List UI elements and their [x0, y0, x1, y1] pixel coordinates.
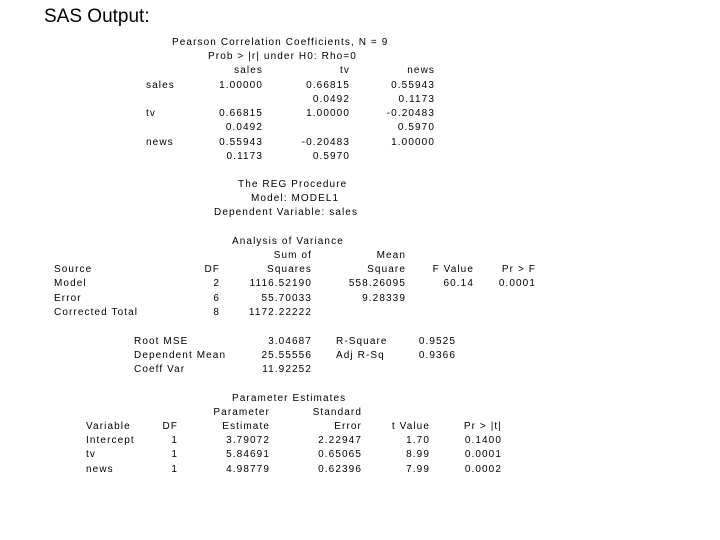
params-p: 0.0002 — [464, 464, 502, 475]
corr-pvalue: 0.5970 — [312, 151, 350, 162]
corr-heading: Pearson Correlation Coefficients, N = 9 — [172, 37, 389, 48]
corr-pvalue: 0.1173 — [398, 94, 435, 105]
params-title: Parameter Estimates — [232, 393, 347, 404]
anova-df: 6 — [213, 293, 220, 304]
anova-title: Analysis of Variance — [232, 236, 344, 247]
anova-header: Squares — [267, 264, 312, 275]
params-header: Error — [334, 421, 362, 432]
anova-header: Sum of — [273, 250, 312, 261]
page-title: SAS Output: — [44, 6, 150, 27]
fit-value: 25.55556 — [261, 350, 312, 361]
params-header: Pr > |t| — [463, 421, 502, 432]
params-df: 1 — [171, 449, 178, 460]
anova-source: Corrected Total — [54, 307, 139, 318]
params-se: 0.65065 — [318, 449, 362, 460]
corr-value: 0.66815 — [219, 108, 263, 119]
anova-df: 2 — [213, 278, 220, 289]
corr-pvalue: 0.1173 — [226, 151, 263, 162]
anova-header: DF — [204, 264, 220, 275]
params-df: 1 — [171, 464, 178, 475]
corr-value: -0.20483 — [386, 108, 435, 119]
anova-source: Model — [54, 278, 87, 289]
params-t: 1.70 — [406, 435, 430, 446]
corr-col-header: news — [407, 65, 435, 76]
params-se: 2.22947 — [318, 435, 362, 446]
params-header: Estimate — [222, 421, 270, 432]
params-se: 0.62396 — [318, 464, 362, 475]
params-header: Variable — [86, 421, 131, 432]
anova-df: 8 — [213, 307, 220, 318]
model-label: Model: MODEL1 — [251, 193, 340, 204]
fit-value: 3.04687 — [268, 336, 312, 347]
anova-header: F Value — [432, 264, 474, 275]
params-estimate: 5.84691 — [226, 449, 270, 460]
corr-row-label: tv — [146, 108, 156, 119]
proc-title: The REG Procedure — [238, 179, 348, 190]
corr-pvalue: 0.5970 — [397, 122, 435, 133]
params-t: 8.99 — [406, 449, 430, 460]
corr-pvalue: 0.0492 — [225, 122, 263, 133]
params-p: 0.1400 — [464, 435, 502, 446]
corr-row-label: sales — [146, 80, 175, 91]
corr-subheading: Prob > |r| under H0: Rho=0 — [208, 51, 357, 62]
anova-ss: 1116.52190 — [249, 278, 312, 289]
fit-value: 0.9366 — [418, 350, 456, 361]
params-header: t Value — [391, 421, 430, 432]
anova-ss: 55.70033 — [261, 293, 312, 304]
params-header: Standard — [312, 407, 362, 418]
anova-source: Error — [54, 293, 82, 304]
fit-label: Root MSE — [134, 336, 189, 347]
params-variable: tv — [86, 449, 96, 460]
params-estimate: 3.79072 — [226, 435, 270, 446]
dependent-label: Dependent Variable: sales — [214, 207, 359, 218]
anova-f: 60.14 — [443, 278, 474, 289]
fit-value: 0.9525 — [418, 336, 456, 347]
anova-header: Square — [367, 264, 406, 275]
corr-col-header: tv — [340, 65, 350, 76]
fit-label: Coeff Var — [134, 364, 186, 375]
params-t: 7.99 — [406, 464, 430, 475]
params-estimate: 4.98779 — [226, 464, 270, 475]
anova-ms: 9.28339 — [362, 293, 406, 304]
anova-ms: 558.26095 — [348, 278, 406, 289]
params-header: DF — [162, 421, 178, 432]
params-variable: news — [86, 464, 114, 475]
params-df: 1 — [171, 435, 178, 446]
corr-col-header: sales — [234, 65, 263, 76]
anova-header: Mean — [376, 250, 406, 261]
corr-value: 1.00000 — [391, 137, 435, 148]
corr-value: 0.55943 — [391, 80, 435, 91]
anova-p: 0.0001 — [498, 278, 536, 289]
params-header: Parameter — [213, 407, 270, 418]
corr-value: -0.20483 — [301, 137, 350, 148]
corr-row-label: news — [146, 137, 174, 148]
anova-header: Source — [54, 264, 93, 275]
corr-pvalue: 0.0492 — [312, 94, 350, 105]
params-p: 0.0001 — [464, 449, 502, 460]
corr-value: 1.00000 — [219, 80, 263, 91]
fit-value: 11.92252 — [262, 364, 312, 375]
anova-ss: 1172.22222 — [248, 307, 312, 318]
fit-label: Dependent Mean — [134, 350, 227, 361]
params-variable: Intercept — [86, 435, 135, 446]
fit-label: R-Square — [336, 336, 388, 347]
corr-value: 0.66815 — [306, 80, 350, 91]
fit-label: Adj R-Sq — [336, 350, 385, 361]
corr-value: 1.00000 — [306, 108, 350, 119]
corr-value: 0.55943 — [219, 137, 263, 148]
anova-header: Pr > F — [501, 264, 536, 275]
